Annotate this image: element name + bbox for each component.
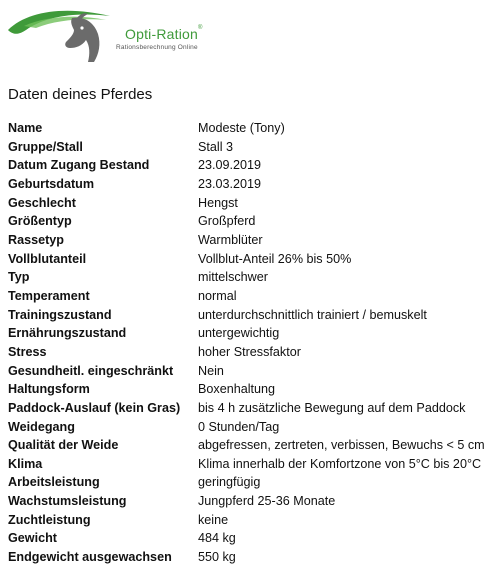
table-row [8, 380, 485, 399]
field-value: 23.09.2019 [198, 158, 262, 173]
table-row [8, 362, 485, 381]
table-row [8, 529, 485, 548]
field-value: geringfügig [198, 475, 261, 490]
field-value: Nein [198, 363, 224, 378]
logo-tagline: Rationsberechnung Online [116, 44, 198, 51]
table-row [8, 511, 485, 530]
opti-ration-logo [6, 4, 206, 66]
field-label: Haltungsform [8, 382, 90, 397]
field-value: Warmblüter [198, 232, 263, 247]
field-value: Hengst [198, 195, 238, 210]
section-title: Daten deines Pferdes [8, 86, 153, 103]
field-label: Vollblutanteil [8, 251, 87, 266]
table-row [8, 287, 485, 306]
table-row [8, 324, 485, 343]
field-label: Klima [8, 456, 43, 471]
field-value: unterdurchschnittlich trainiert / bemuskelt [198, 307, 427, 322]
table-row [8, 548, 485, 567]
table-row [8, 250, 485, 269]
table-row [8, 212, 485, 231]
field-label: Endgewicht ausgewachsen [8, 550, 172, 565]
field-label: Weidegang [8, 419, 75, 434]
field-label: Gewicht [8, 531, 57, 546]
horse-data-table [8, 119, 485, 567]
table-row [8, 399, 485, 418]
field-value: 484 kg [198, 531, 236, 546]
field-value: Vollblut-Anteil 26% bis 50% [198, 251, 352, 266]
table-row [8, 492, 485, 511]
table-row [8, 306, 485, 325]
field-label: Zuchtleistung [8, 512, 91, 527]
table-row [8, 436, 485, 455]
field-label: Paddock-Auslauf (kein Gras) [8, 400, 181, 415]
field-label: Typ [8, 270, 30, 285]
table-row [8, 119, 485, 138]
field-value: 550 kg [198, 550, 236, 565]
field-label: Stress [8, 344, 47, 359]
table-row [8, 156, 485, 175]
field-value: Großpferd [198, 214, 256, 229]
field-label: Arbeitsleistung [8, 475, 100, 490]
field-label: Ernährungszustand [8, 326, 127, 341]
table-row [8, 231, 485, 250]
table-row [8, 455, 485, 474]
table-row [8, 194, 485, 213]
field-label: Gesundheitl. eingeschränkt [8, 363, 174, 378]
table-row [8, 343, 485, 362]
field-value: Stall 3 [198, 139, 234, 154]
field-label: Trainingszustand [8, 307, 112, 322]
field-value: Modeste (Tony) [198, 121, 285, 135]
field-label: Wachstumsleistung [8, 494, 127, 509]
field-label: Gruppe/Stall [8, 139, 83, 154]
field-value: Jungpferd 25-36 Monate [198, 494, 336, 509]
field-value: abgefressen, zertreten, verbissen, Bewuchs < 5 cm [198, 438, 485, 453]
field-value: hoher Stressfaktor [198, 344, 301, 359]
field-value: 0 Stunden/Tag [198, 419, 280, 434]
field-value: mittelschwer [198, 270, 268, 285]
table-row [8, 175, 485, 194]
table-row [8, 138, 485, 157]
field-label: Größentyp [8, 214, 72, 229]
field-label: Datum Zugang Bestand [8, 158, 150, 173]
field-label: Name [8, 121, 43, 135]
table-row [8, 473, 485, 492]
field-value: normal [198, 288, 237, 303]
registered-mark: ® [198, 25, 203, 31]
field-value: Boxenhaltung [198, 382, 276, 397]
field-value: 23.03.2019 [198, 176, 262, 191]
horse-data-rows [8, 119, 485, 567]
field-value: untergewichtig [198, 326, 280, 341]
horse-head-icon [6, 4, 116, 66]
table-row [8, 418, 485, 437]
field-label: Qualität der Weide [8, 438, 119, 453]
field-value: bis 4 h zusätzliche Bewegung auf dem Paddock [198, 400, 466, 415]
table-row [8, 268, 485, 287]
logo-name: Opti-Ration® [125, 25, 203, 42]
field-label: Temperament [8, 288, 90, 303]
field-label: Rassetyp [8, 232, 65, 247]
field-value: Klima innerhalb der Komfortzone von 5°C bis 20°C [198, 456, 482, 471]
field-label: Geburtsdatum [8, 176, 95, 191]
field-value: keine [198, 512, 229, 527]
field-label: Geschlecht [8, 195, 76, 210]
